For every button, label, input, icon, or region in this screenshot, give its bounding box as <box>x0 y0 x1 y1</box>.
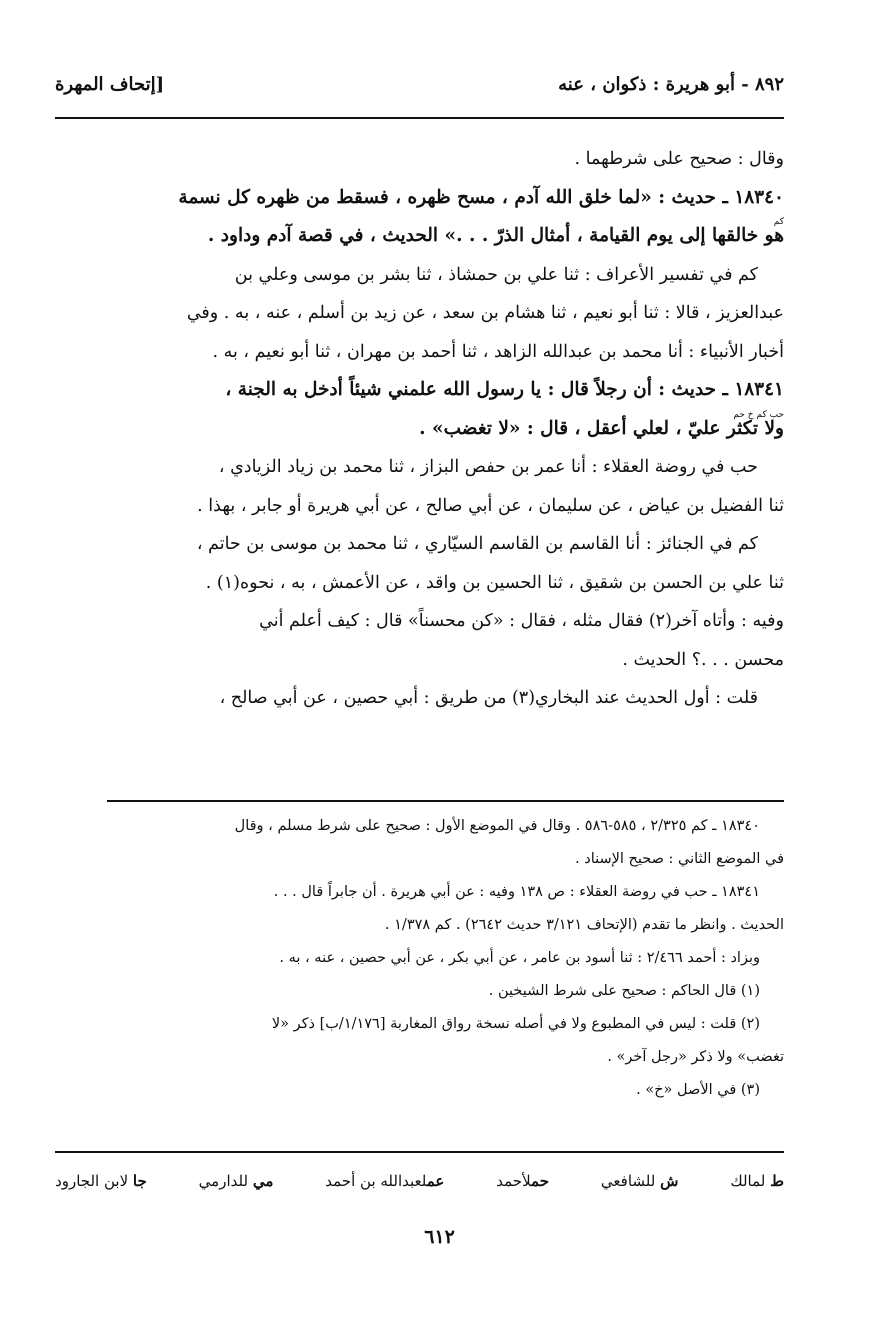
text-line: قلت : أول الحديث عند البخاري(٣) من طريق : أبي حصين ، عن أبي صالح ، <box>219 688 758 708</box>
text-line: محسن . . .؟ الحديث . <box>622 649 784 670</box>
main-text <box>55 140 784 718</box>
source-tags-18340: كم <box>773 217 784 227</box>
legend-rule <box>55 1151 784 1153</box>
text-line: حب في روضة العقلاء : أنا عمر بن حفص البزاز ، ثنا محمد بن زياد الزيادي ، <box>218 457 758 477</box>
header-rule <box>55 117 784 119</box>
footnote-line: وبزاد : أحمد ٢/٤٦٦ : ثنا أسود بن عامر ، عن أبي بكر ، عن أبي حصين ، عنه ، به . <box>279 950 760 966</box>
text-line: وفيه : وأتاه آخر(٢) فقال مثله ، فقال : «كن محسناً» قال : كيف أعلم أني <box>259 611 784 631</box>
hadith-heading-18340 <box>55 179 784 227</box>
hadith-heading-cont: هو خالقها إلى يوم القيامة ، أمثال الذرّ . . .» الحديث ، في قصة آدم وداود . <box>207 225 784 246</box>
footnote-line: (٣) في الأصل «خ» . <box>636 1082 760 1098</box>
hadith-heading-text: ١٨٣٤٠ ـ حديث : «لما خلق الله آدم ، مسح ظهره ، فسقط من ظهره كل نسمة <box>178 186 784 208</box>
legend-item: ش للشافعي <box>600 1172 679 1190</box>
text-line: عبدالعزيز ، قالا : ثنا أبو نعيم ، ثنا هشام بن سعد ، عن زيد بن أسلم ، عنه ، به . وفي <box>186 303 784 323</box>
legend-item: جا لابن الجارود <box>55 1172 147 1190</box>
hadith-heading-18341 <box>55 371 784 420</box>
abbreviation-legend <box>55 1163 784 1199</box>
legend-item: عملعبدالله بن أحمد <box>325 1172 445 1190</box>
footnote-line: في الموضع الثاني : صحيح الإسناد . <box>575 851 784 867</box>
text-line: كم في تفسير الأعراف : ثنا علي بن حمشاذ ، ثنا بشر بن موسى وعلي بن <box>234 264 758 285</box>
running-title-left: [إتحاف المهرة <box>55 73 165 95</box>
footnotes <box>55 810 784 1107</box>
page-number: ٦١٢ <box>424 1226 455 1248</box>
legend-item: ط لمالك <box>730 1172 784 1190</box>
footnote-line: ١٨٣٤١ ـ حب في روضة العقلاء : ص ١٣٨ وفيه : عن أبي هريرة . أن جابراً قال . . . <box>273 884 760 900</box>
page-header <box>55 64 784 104</box>
text-line: أخبار الأنبياء : أنا محمد بن عبدالله الزاهد ، ثنا أحمد بن مهران ، ثنا أبو نعيم ، به . <box>212 341 784 362</box>
text-line: وقال : صحيح على شرطهما . <box>574 149 784 169</box>
text-line: كم في الجنائز : أنا القاسم بن القاسم السيّاري ، ثنا محمد بن موسى بن حاتم ، <box>196 534 758 554</box>
text-line: ثنا علي بن الحسن بن شقيق ، ثنا الحسين بن واقد ، عن الأعمش ، به ، نحوه(١) . <box>205 572 784 593</box>
legend-item: حملأحمد <box>496 1172 549 1190</box>
legend-item: مي للدارمي <box>198 1172 274 1190</box>
footnote-line: (١) قال الحاكم : صحيح على شرط الشيخين . <box>488 983 760 999</box>
footnote-line: (٢) قلت : ليس في المطبوع ولا في أصله نسخة رواق المغاربة [١/١٧٦/ب] ذكر «لا <box>271 1016 760 1032</box>
hadith-heading-cont: ولا تكثر عليّ ، لعلي أعقل ، قال : «لا تغضب» . <box>419 417 784 439</box>
hadith-heading-text: ١٨٣٤١ ـ حديث : أن رجلاً قال : يا رسول الله علمني شيئاً أدخل به الجنة ، <box>225 379 784 400</box>
footnote-line: الحديث . وانظر ما تقدم (الإتحاف ٣/١٢١ حديث ٢٦٤٢) . كم ١/٣٧٨ . <box>384 917 784 933</box>
footnote-rule <box>107 800 784 802</box>
running-title-right: ٨٩٢ - أبو هريرة : ذكوان ، عنه <box>558 73 784 95</box>
text-line: ثنا الفضيل بن عياض ، عن سليمان ، عن أبي صالح ، عن أبي هريرة أو جابر ، بهذا . <box>197 495 784 516</box>
footnote-line: تغضب» ولا ذكر «رجل آخر» . <box>607 1049 784 1065</box>
source-tags-18341: حب كم خ حم <box>733 409 784 420</box>
footnote-line: ١٨٣٤٠ ـ كم ٢/٣٢٥ ، ٥٨٥-٥٨٦ . وقال في الموضع الأول : صحيح على شرط مسلم ، وقال <box>234 818 760 834</box>
